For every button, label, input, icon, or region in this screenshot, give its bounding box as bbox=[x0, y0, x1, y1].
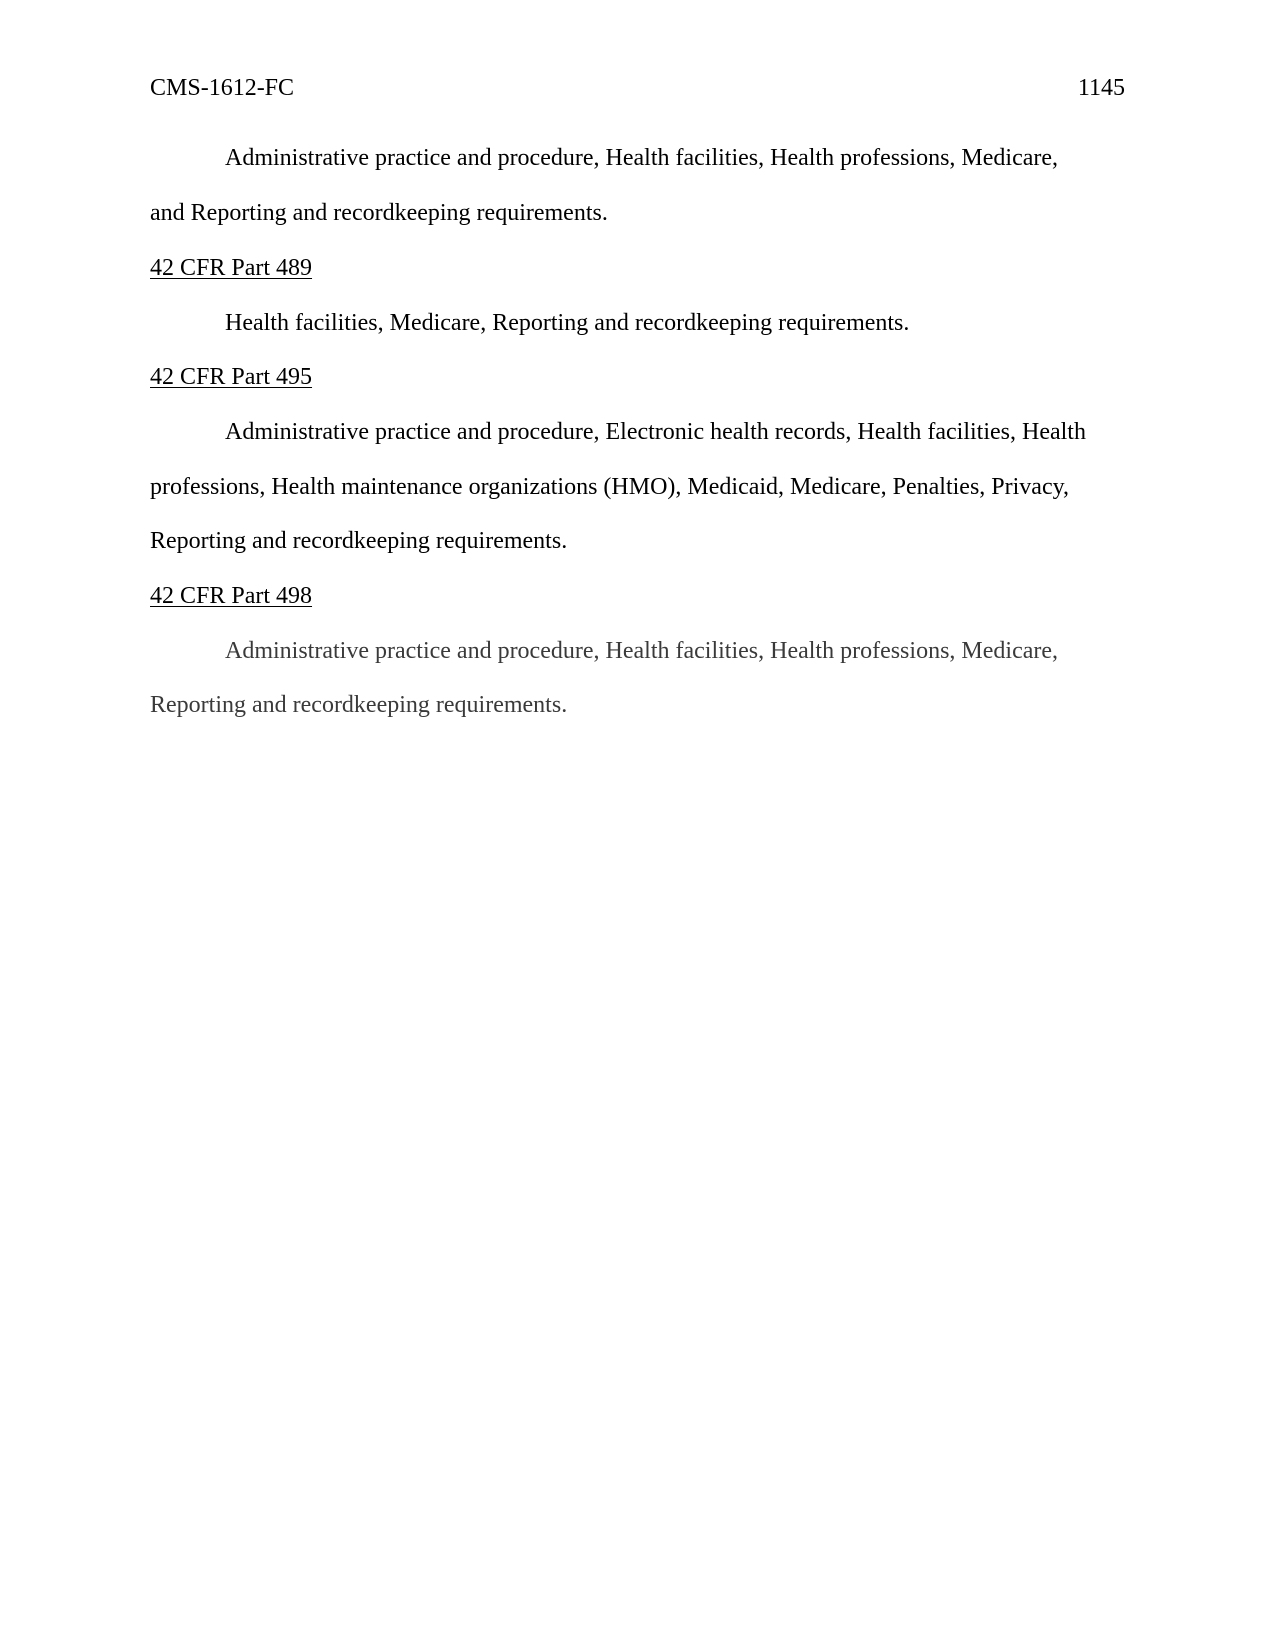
paragraph-line: professions, Health maintenance organizations (HMO), Medicaid, Medicare, Penalties, Privacy, bbox=[150, 474, 1070, 500]
paragraph-line: Reporting and recordkeeping requirements. bbox=[150, 692, 568, 718]
section-heading-part-495: 42 CFR Part 495 bbox=[150, 364, 313, 390]
paragraph-line: Administrative practice and procedure, Electronic health records, Health facilities, Health bbox=[225, 419, 1086, 445]
page-number: 1145 bbox=[1077, 75, 1125, 101]
document-id: CMS-1612-FC bbox=[150, 75, 295, 101]
paragraph-line: Administrative practice and procedure, Health facilities, Health professions, Medicare, bbox=[225, 638, 1059, 664]
paragraph-line: and Reporting and recordkeeping requirements. bbox=[150, 200, 608, 226]
paragraph-line: Reporting and recordkeeping requirements. bbox=[150, 528, 568, 554]
section-heading-part-498: 42 CFR Part 498 bbox=[150, 583, 313, 609]
paragraph-line: Administrative practice and procedure, Health facilities, Health professions, Medicare, bbox=[225, 145, 1059, 171]
section-heading-part-489: 42 CFR Part 489 bbox=[150, 255, 313, 281]
paragraph-line: Health facilities, Medicare, Reporting and recordkeeping requirements. bbox=[225, 310, 910, 336]
